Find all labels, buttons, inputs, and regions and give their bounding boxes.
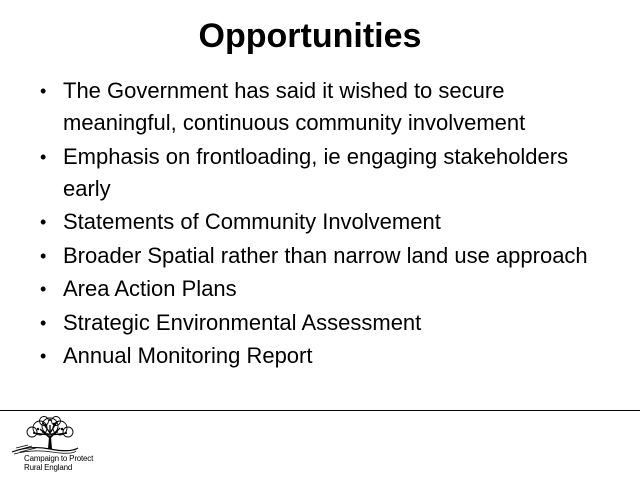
bullet-item	[40, 206, 610, 238]
slide-title: Opportunities	[198, 17, 422, 55]
bullet-text: Annual Monitoring Report	[63, 343, 313, 368]
cpre-logo	[10, 415, 120, 477]
bullet-text: The Government has said it wished to secure meaningful, continuous community involvement	[63, 78, 526, 135]
logo-line-1: Campaign to Protect	[24, 454, 94, 463]
bullet-marker: •	[40, 346, 47, 366]
bullet-marker: •	[40, 146, 47, 167]
bullet-text: Strategic Environmental Assessment	[63, 309, 422, 335]
bullet-item	[40, 141, 610, 205]
bullet-marker: •	[40, 212, 47, 232]
bullet-text: Area Action Plans	[63, 276, 237, 301]
bullet-item	[40, 307, 610, 339]
bullet-marker: •	[40, 81, 47, 101]
bullet-list	[40, 75, 610, 374]
bullet-marker: •	[40, 279, 47, 299]
footer-divider	[0, 410, 640, 411]
bullet-item	[40, 340, 610, 372]
logo-line-2: Rural England	[24, 463, 73, 472]
tree-icon	[10, 415, 80, 455]
bullet-text: Statements of Community Involvement	[63, 209, 441, 234]
bullet-marker: •	[40, 245, 47, 266]
bullet-item	[40, 240, 610, 272]
bullet-item	[40, 273, 610, 305]
bullet-marker: •	[40, 312, 47, 333]
bullet-text: Emphasis on frontloading, ie engaging stakeholders early	[63, 143, 569, 201]
logo-wordmark	[24, 454, 93, 472]
bullet-text: Broader Spatial rather than narrow land use approach	[63, 242, 588, 268]
bullet-item	[40, 75, 610, 139]
